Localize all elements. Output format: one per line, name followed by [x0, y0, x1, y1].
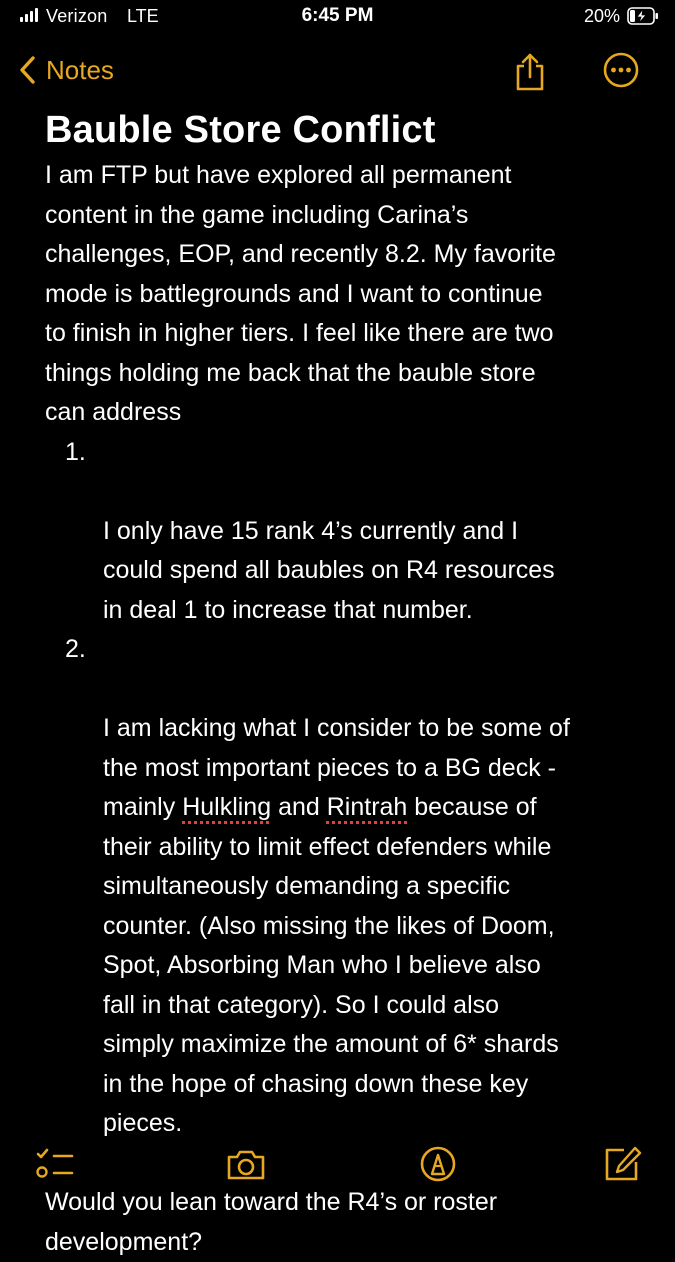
list-item-text-middle: and	[271, 793, 327, 821]
numbered-list	[45, 433, 645, 1144]
note-closing-paragraph: Would you lean toward the R4’s or roster development?	[45, 1188, 498, 1256]
bottom-toolbar	[0, 1138, 675, 1190]
share-icon[interactable]	[512, 52, 548, 92]
chevron-left-icon	[18, 55, 36, 85]
note-intro-paragraph: I am FTP but have explored all permanent content in the game including Carina’s challenges, EOP, and recently 8.2. My favorite mode is battlegrounds and I want to continue to finish in higher tiers. I feel like there are two things holding me back that the bauble store can address	[45, 161, 556, 426]
checklist-icon[interactable]	[32, 1144, 76, 1184]
markup-pen-icon[interactable]	[416, 1144, 460, 1184]
battery-charging-icon	[627, 7, 659, 25]
list-item-number: 1.	[65, 437, 86, 466]
carrier-name: Verizon	[46, 6, 108, 26]
list-item-text: I only have 15 rank 4’s currently and I could spend all baubles on R4 resources in deal 1 to increase that number.	[103, 516, 555, 624]
misspelled-word-hulkling[interactable]: Hulkling	[182, 793, 272, 821]
note-body[interactable]	[45, 104, 645, 1262]
list-item-text-before: I am lacking what I consider to be some of the most important pieces to a BG deck - mainly	[103, 714, 570, 821]
back-label: Notes	[46, 54, 114, 85]
status-bar	[0, 0, 675, 36]
list-item-text-after: because of their ability to limit effect defenders while simultaneously demanding a specific counter. (Also missing the likes of Doom, Spot, Absorbing Man who I believe also fall in that category). So I could also simply maximize the amount of 6* shards in the hope of chasing down these key pieces.	[103, 793, 559, 1137]
list-item-number: 2.	[65, 635, 86, 663]
network-type: LTE	[127, 6, 159, 26]
list-item	[45, 433, 645, 631]
battery-percent: 20%	[583, 6, 620, 26]
note-title: Bauble Store Conflict	[45, 109, 436, 151]
misspelled-word-rintrah[interactable]: Rintrah	[326, 793, 408, 821]
compose-icon[interactable]	[600, 1144, 644, 1184]
status-time: 6:45 PM	[301, 5, 374, 26]
more-icon[interactable]	[603, 52, 639, 88]
camera-icon[interactable]	[224, 1144, 268, 1184]
list-item	[45, 630, 645, 1144]
nav-bar	[0, 44, 675, 96]
back-button[interactable]	[18, 50, 114, 90]
